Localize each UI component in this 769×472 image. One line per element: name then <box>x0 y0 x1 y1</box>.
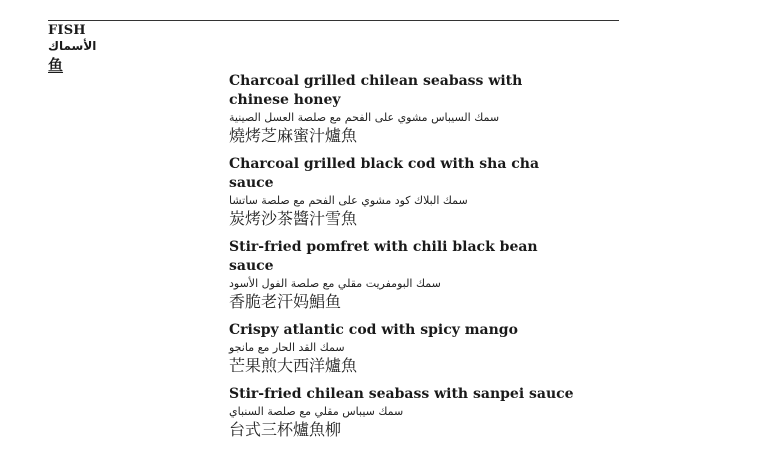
dish-name-chinese: 台式三杯爐魚柳 <box>229 420 342 439</box>
dish-name-arabic: سمك البومفريت مقلي مع صلصة الفول الأسود <box>229 277 441 290</box>
dish-name-english: Stir-fried pomfret with chili black bean sauce <box>229 239 538 274</box>
section-heading <box>48 23 138 75</box>
dish-name-chinese: 香脆老汗妈鯧鱼 <box>229 292 342 311</box>
dish-item <box>229 321 574 376</box>
dish-list <box>229 72 574 449</box>
dish-item <box>229 385 574 440</box>
dish-item <box>229 72 574 146</box>
dish-name-english: Charcoal grilled black cod with sha cha sauce <box>229 156 540 191</box>
section-title-arabic: الأسماك <box>48 39 97 53</box>
dish-item <box>229 155 574 229</box>
dish-name-arabic: سمك سيباس مقلي مع صلصة السنباي <box>229 405 404 418</box>
dish-name-english: Stir-fried chilean seabass with sanpei sauce <box>229 386 574 402</box>
dish-item <box>229 238 574 312</box>
dish-name-english: Crispy atlantic cod with spicy mango <box>229 322 518 338</box>
dish-name-arabic: سمك البلاك كود مشوي على الفحم مع صلصة ساتشا <box>229 194 468 207</box>
section-divider <box>48 20 619 21</box>
dish-name-arabic: سمك السيباس مشوي على الفحم مع صلصة العسل الصينية <box>229 111 500 124</box>
section-title-english: FISH <box>48 23 86 38</box>
dish-name-chinese: 炭烤沙茶醬汁雪魚 <box>229 209 358 228</box>
dish-name-arabic: سمك القد الحار مع مانجو <box>229 341 345 354</box>
dish-name-chinese: 芒果煎大西洋爐魚 <box>229 356 358 375</box>
dish-name-chinese: 燒烤芝麻蜜汁爐魚 <box>229 126 358 145</box>
section-title-chinese: 鱼 <box>48 56 64 74</box>
dish-name-english: Charcoal grilled chilean seabass with chinese honey <box>229 73 523 108</box>
